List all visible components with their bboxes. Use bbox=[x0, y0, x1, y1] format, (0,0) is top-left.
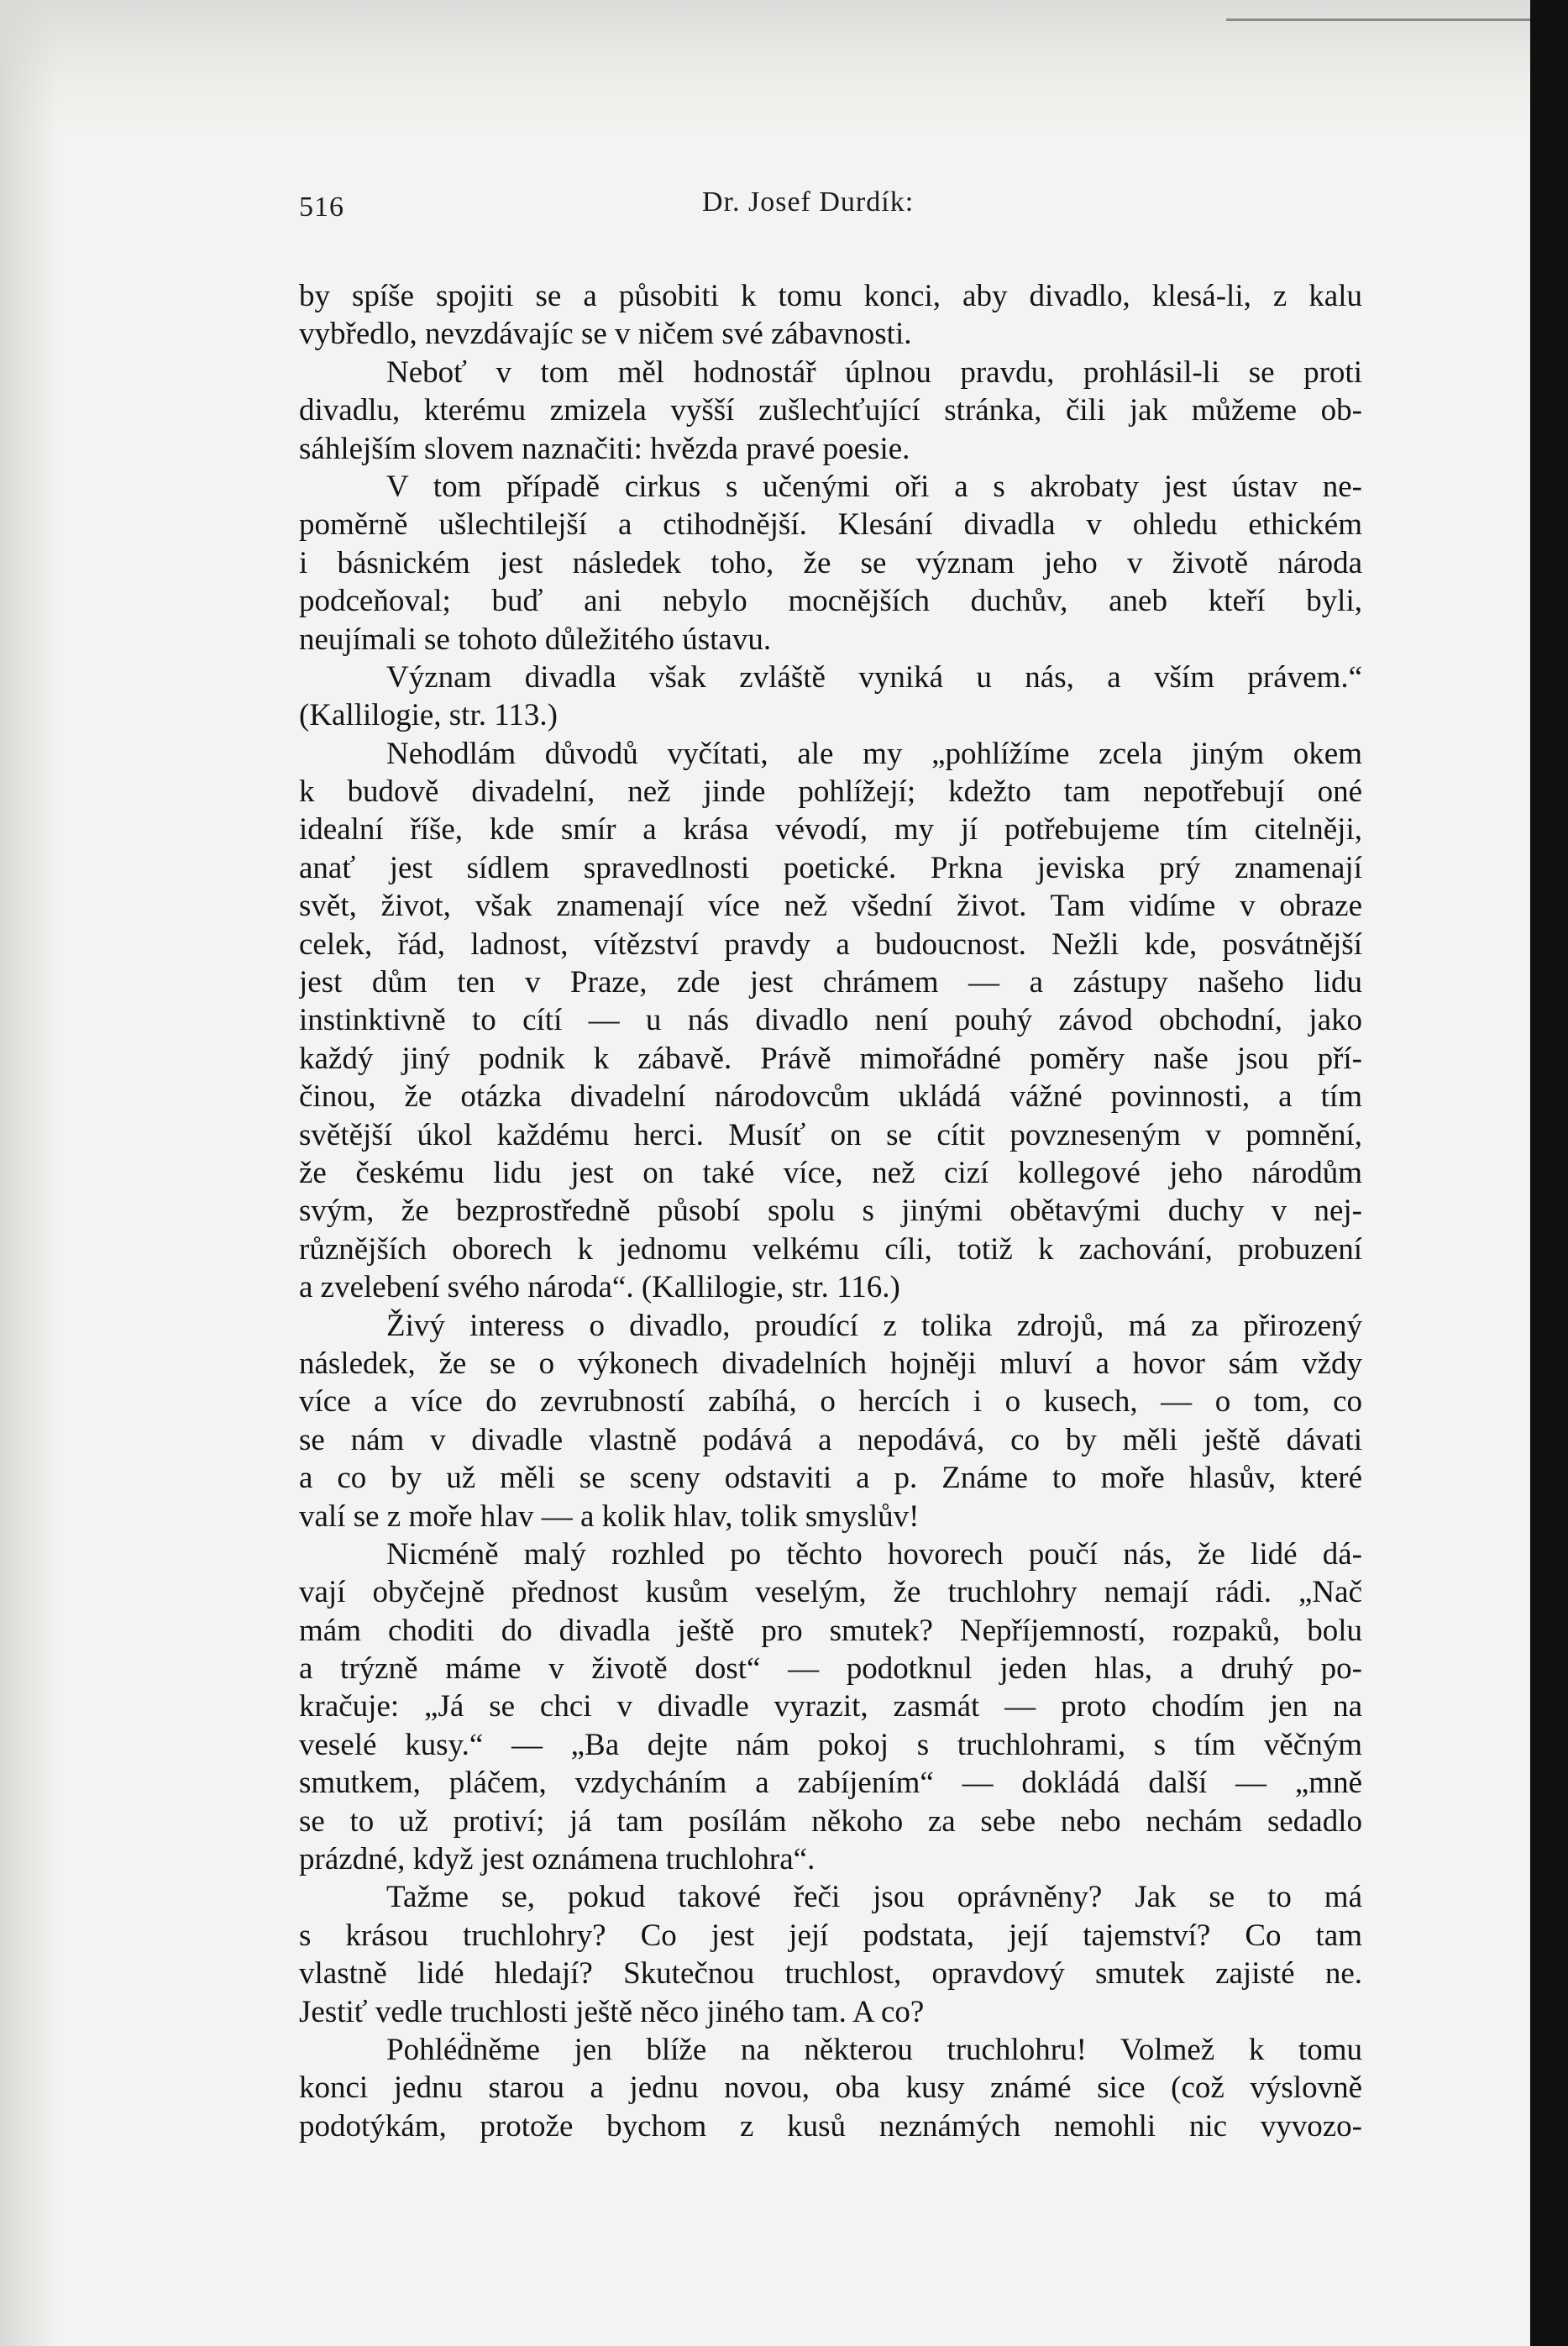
text-line: poměrně ušlechtilejší a ctihodnější. Klesání divadla v ohledu ethickém bbox=[299, 507, 1362, 543]
text-line: valí se z moře hlav — a kolik hlav, tolik smyslův! bbox=[299, 1498, 920, 1534]
text-line: Neboť v tom měl hodnostář úplnou pravdu, prohlásil-li se proti bbox=[386, 354, 1362, 390]
text-line: Pohléd̈něme jen blíže na některou truchlohru! Volmež k tomu bbox=[386, 2032, 1362, 2067]
text-line: více a více do zevrubností zabíhá, o hercích i o kusech, — o tom, co bbox=[299, 1384, 1362, 1420]
text-line: činou, že otázka divadelní národovcům ukládá vážné povinnosti, a tím bbox=[299, 1079, 1362, 1115]
running-title: Dr. Josef Durdík: bbox=[702, 186, 915, 218]
text-line: Tažme se, pokud takové řeči jsou oprávněny? Jak se to má bbox=[386, 1880, 1362, 1915]
text-line: smutkem, pláčem, vzdycháním a zabíjením“ — dokládá další — „mně bbox=[299, 1766, 1362, 1801]
text-line: Jestiť vedle truchlosti ještě něco jiného tam. A co? bbox=[299, 1994, 925, 2029]
text-line: divadlu, kterému zmizela vyšší zušlechťující stránka, čili jak můžeme ob- bbox=[299, 393, 1362, 428]
text-line: s krásou truchlohry? Co jest její podstata, její tajemství? Co tam bbox=[299, 1918, 1362, 1953]
text-line: idealní říše, kde smír a krása vévodí, my jí potřebujeme tím citelněji, bbox=[299, 812, 1362, 848]
text-line: světější úkol každému herci. Musíť on se cítit povzneseným v pomnění, bbox=[299, 1117, 1362, 1152]
text-line: Nicméně malý rozhled po těchto hovorech poučí nás, že lidé dá- bbox=[386, 1536, 1362, 1572]
text-line: svět, život, však znamenají více než všední život. Tam vidíme v obraze bbox=[299, 889, 1362, 924]
text-line: Živý interess o divadlo, proudící z tolika zdrojů, má za přirozený bbox=[386, 1308, 1362, 1343]
text-line: mám choditi do divadla ještě pro smutek? Nepříjemností, rozpaků, bolu bbox=[299, 1613, 1362, 1648]
page-number: 516 bbox=[299, 192, 344, 223]
scan-dark-edge bbox=[1530, 0, 1568, 2346]
text-line: neujímali se tohoto důležitého ústavu. bbox=[299, 622, 772, 657]
text-line: různějších oborech k jednomu velkému cíli, totiž k zachování, probuzení bbox=[299, 1231, 1362, 1267]
text-line: (Kallilogie, str. 113.) bbox=[299, 698, 558, 733]
text-line: kračuje: „Já se chci v divadle vyrazit, zasmát — proto chodím jen na bbox=[299, 1689, 1362, 1724]
text-line: a co by už měli se sceny odstaviti a p. Známe to moře hlasův, které bbox=[299, 1461, 1362, 1496]
text-line: sáhlejším slovem naznačiti: hvězda pravé poesie. bbox=[299, 431, 910, 466]
text-line: konci jednu starou a jednu novou, oba kusy známé sice (což výslovně bbox=[299, 2070, 1362, 2106]
text-line: jest dům ten v Praze, zde jest chrámem — a zástupy našeho lidu bbox=[299, 965, 1362, 1000]
text-line: vlastně lidé hledají? Skutečnou truchlost, opravdový smutek zajisté ne. bbox=[299, 1956, 1362, 1992]
body-text bbox=[299, 277, 1362, 2145]
text-line: se to už protiví; já tam posílám někoho za sebe nebo nechám sedadlo bbox=[299, 1803, 1362, 1839]
text-line: podceňoval; buď ani nebylo mocnějších duchův, aneb kteří byli, bbox=[299, 584, 1362, 619]
text-line: anať jest sídlem spravedlnosti poetické. Prkna jeviska prý znamenají bbox=[299, 850, 1362, 885]
text-line: každý jiný podnik k zábavě. Právě mimořádné poměry naše jsou pří- bbox=[299, 1041, 1362, 1076]
text-line: a zvelebení svého národa“. (Kallilogie, str. 116.) bbox=[299, 1270, 900, 1305]
text-line: k budově divadelní, než jinde pohlížejí; kdežto tam nepotřebují oné bbox=[299, 774, 1362, 810]
page-header bbox=[299, 186, 1362, 242]
text-line: instinktivně to cítí — u nás divadlo není pouhý závod obchodní, jako bbox=[299, 1003, 1362, 1038]
scan-shading-left bbox=[0, 0, 59, 2346]
scan-artifact-rule bbox=[1226, 18, 1530, 21]
text-line: celek, řád, ladnost, vítězství pravdy a budoucnost. Nežli kde, posvátnější bbox=[299, 926, 1362, 962]
text-line: Nehodlám důvodů vyčítati, ale my „pohlížíme zcela jiným okem bbox=[386, 736, 1362, 771]
text-line: se nám v divadle vlastně podává a nepodává, co by měli ještě dávati bbox=[299, 1422, 1362, 1457]
text-line: V tom případě cirkus s učenými oři a s akrobaty jest ústav ne- bbox=[386, 469, 1362, 504]
text-line: veselé kusy.“ — „Ba dejte nám pokoj s truchlohrami, s tím věčným bbox=[299, 1727, 1362, 1762]
text-line: vají obyčejně přednost kusům veselým, že truchlohry nemají rádi. „Nač bbox=[299, 1575, 1362, 1610]
text-line: následek, že se o výkonech divadelních hojněji mluví a hovor sám vždy bbox=[299, 1346, 1362, 1381]
text-line: svým, že bezprostředně působí spolu s jinými obětavými duchy v nej- bbox=[299, 1194, 1362, 1229]
text-line: prázdné, když jest oznámena truchlohra“. bbox=[299, 1842, 815, 1877]
text-line: a trýzně máme v životě dost“ — podotknul jeden hlas, a druhý po- bbox=[299, 1651, 1362, 1687]
text-line: podotýkám, protože bychom z kusů neznámých nemohli nic vyvozo- bbox=[299, 2108, 1362, 2144]
text-line: že českému lidu jest on také více, než cizí kollegové jeho národům bbox=[299, 1155, 1362, 1190]
text-line: i básnickém jest následek toho, že se význam jeho v životě národa bbox=[299, 545, 1362, 580]
text-line: by spíše spojiti se a působiti k tomu konci, aby divadlo, klesá-li, z kalu bbox=[299, 279, 1362, 313]
text-line: vybředlo, nevzdávajíc se v ničem své zábavnosti. bbox=[299, 317, 912, 352]
text-line: Význam divadla však zvláště vyniká u nás, a vším právem.“ bbox=[386, 659, 1362, 695]
